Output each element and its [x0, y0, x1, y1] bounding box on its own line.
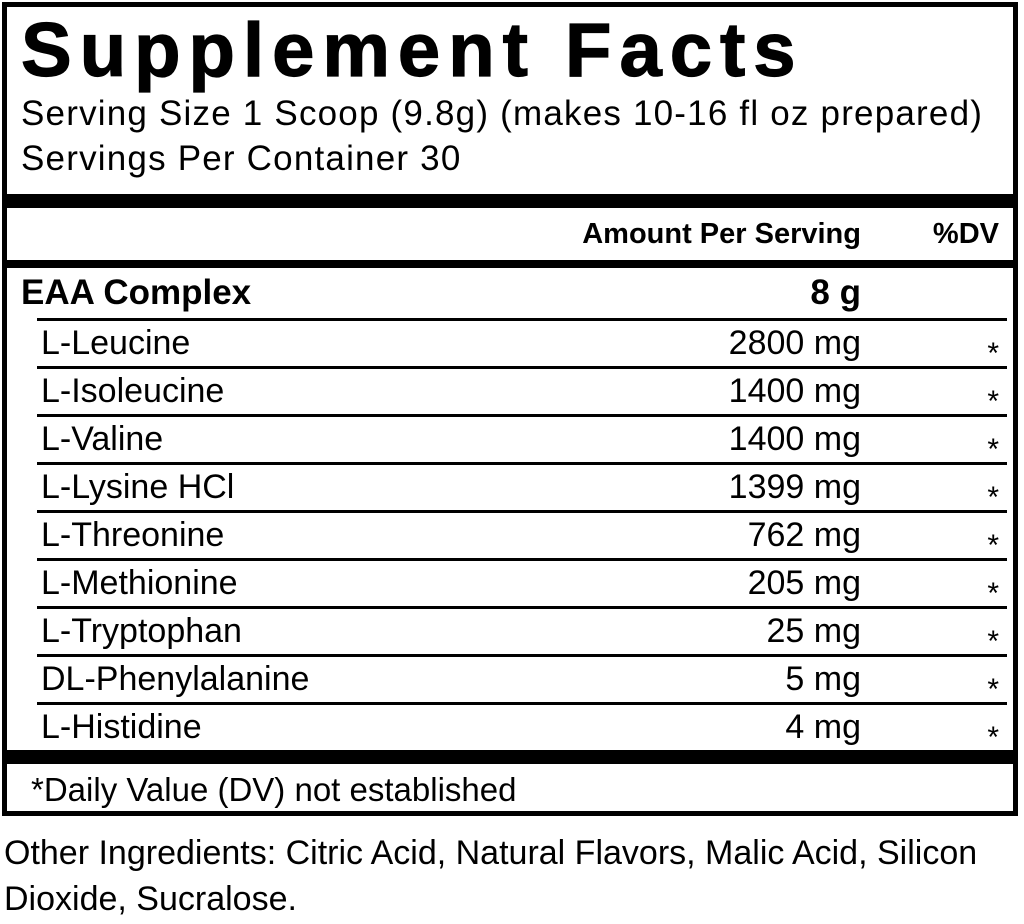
complex-amount: 8 g	[810, 273, 861, 312]
ingredient-amount: 2800 mg	[728, 324, 861, 362]
ingredient-name: L-Threonine	[41, 516, 225, 554]
ingredient-dv-cell	[861, 657, 999, 706]
ingredient-amount: 205 mg	[747, 564, 861, 602]
ingredient-dv-cell	[861, 609, 999, 658]
complex-name: EAA Complex	[21, 273, 252, 312]
ingredient-dv-asterisk: *	[987, 433, 999, 466]
other-ingredients: Other Ingredients: Citric Acid, Natural Flavors, Malic Acid, Silicon Dioxide, Sucralose.	[4, 834, 978, 918]
separator-bar-header	[7, 260, 1013, 268]
serving-size: Serving Size 1 Scoop (9.8g) (makes 10-16 fl oz prepared)	[21, 94, 984, 133]
column-header-dv: %DV	[932, 217, 999, 250]
table-row	[21, 417, 999, 466]
table-row	[21, 321, 999, 370]
ingredient-dv-asterisk: *	[987, 529, 999, 562]
table-row	[21, 705, 999, 754]
ingredient-dv-asterisk: *	[987, 673, 999, 706]
column-header-amount: Amount Per Serving	[582, 217, 861, 250]
eaa-complex-row	[21, 268, 999, 318]
panel-title: Supplement Facts	[21, 8, 804, 93]
ingredient-dv-asterisk: *	[987, 721, 999, 754]
ingredient-amount: 4 mg	[785, 708, 861, 746]
ingredient-name: L-Methionine	[41, 564, 238, 602]
ingredient-name: DL-Phenylalanine	[41, 660, 310, 698]
table-row	[21, 657, 999, 706]
ingredient-amount: 1399 mg	[728, 468, 861, 506]
ingredient-dv-cell	[861, 321, 999, 370]
ingredient-amount: 1400 mg	[728, 372, 861, 410]
table-row	[21, 561, 999, 610]
supplement-facts-panel	[2, 2, 1018, 816]
dv-footnote: *Daily Value (DV) not established	[31, 771, 517, 808]
ingredient-dv-cell	[861, 417, 999, 466]
servings-per-container: Servings Per Container 30	[21, 139, 462, 178]
separator-bar-bottom	[7, 750, 1013, 764]
ingredient-name: L-Leucine	[41, 324, 191, 362]
table-row	[21, 609, 999, 658]
ingredient-amount: 5 mg	[785, 660, 861, 698]
table-row	[21, 465, 999, 514]
ingredient-dv-asterisk: *	[987, 337, 999, 370]
ingredient-dv-cell	[861, 513, 999, 562]
separator-bar-top	[7, 194, 1013, 208]
complex-dv	[861, 268, 999, 318]
table-row	[21, 513, 999, 562]
column-headers	[21, 208, 999, 260]
ingredient-amount: 762 mg	[747, 516, 861, 554]
ingredient-name: L-Histidine	[41, 708, 202, 746]
ingredient-dv-cell	[861, 465, 999, 514]
ingredient-dv-asterisk: *	[987, 625, 999, 658]
ingredient-name: L-Lysine HCl	[41, 468, 235, 506]
ingredient-amount: 1400 mg	[728, 420, 861, 458]
ingredient-name: L-Valine	[41, 420, 164, 458]
ingredient-name: L-Tryptophan	[41, 612, 242, 650]
ingredient-dv-asterisk: *	[987, 385, 999, 418]
ingredient-dv-cell	[861, 705, 999, 754]
ingredient-dv-cell	[861, 369, 999, 418]
ingredient-dv-asterisk: *	[987, 577, 999, 610]
ingredient-dv-cell	[861, 561, 999, 610]
ingredient-amount: 25 mg	[766, 612, 861, 650]
ingredient-dv-asterisk: *	[987, 481, 999, 514]
table-row	[21, 369, 999, 418]
ingredient-name: L-Isoleucine	[41, 372, 225, 410]
